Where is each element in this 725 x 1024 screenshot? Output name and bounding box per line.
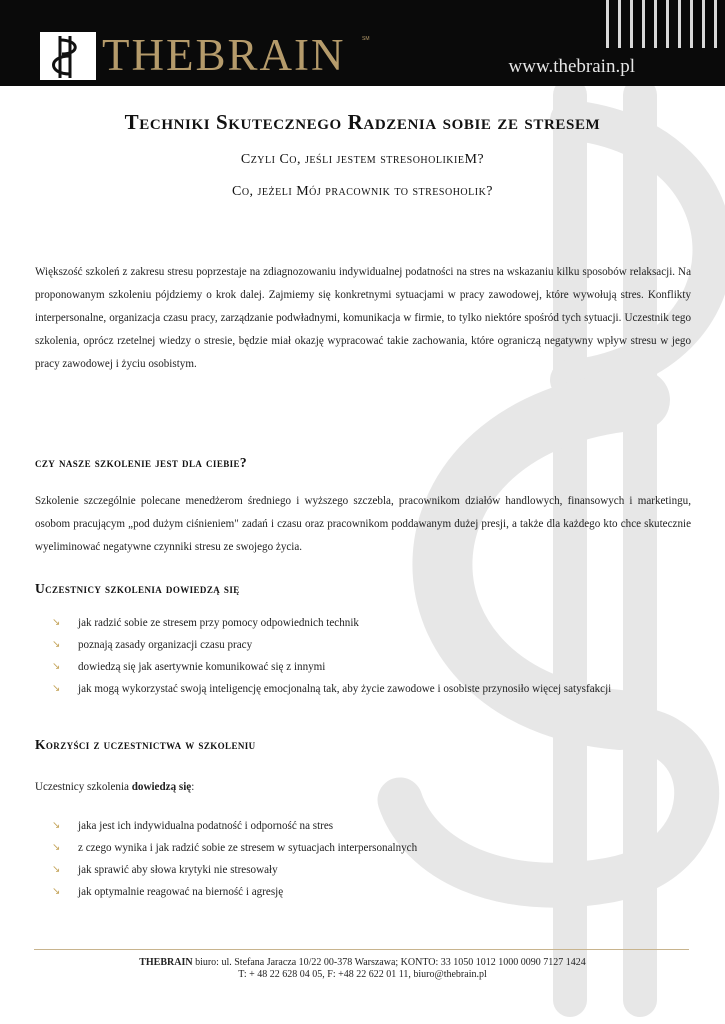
- list-item-text: jaka jest ich indywidualna podatność i odporność na stres: [78, 820, 334, 832]
- list-item: [35, 634, 691, 656]
- learn-heading: Uczestnicy szkolenia dowiedzą się: [35, 581, 240, 596]
- arrow-down-right-icon: ↘: [52, 864, 61, 875]
- benefits-intro-bold: dowiedzą się: [131, 781, 192, 793]
- benefits-intro-prefix: Uczestnicy szkolenia: [35, 781, 132, 793]
- list-item-text: jak optymalnie reagować na bierność i agresję: [78, 886, 284, 898]
- list-item: [35, 881, 691, 903]
- intro-paragraph: Większość szkoleń z zakresu stresu poprzestaje na zdiagnozowaniu indywidualnej podatności na stres na wskazaniu kilku sposobów relaksacji. Na proponowanym szkoleniu pójdziemy o krok dalej. Zajmiemy się konkretnymi sytuacjami w pracy zawodowej, które wywołują stres. Konflikty interpersonalne, organizacja czasu pracy, zarządzanie podwładnymi, komunikacja w firmie, to tylko niektóre spośród tych sytuacji. Uczestnik tego szkolenia, oprócz rzetelnej wiedzy o stresie, będzie miał okazję wypracować takie zachowania, które ograniczą negatywny wpływ stresu w jego pracy zawodowej i życiu osobistym.: [35, 266, 691, 370]
- brand-service-mark: SM: [362, 36, 370, 42]
- arrow-down-right-icon: ↘: [52, 683, 61, 694]
- website-link[interactable]: www.thebrain.pl: [508, 56, 635, 77]
- list-item: [35, 678, 691, 700]
- audience-paragraph: Szkolenie szczególnie polecane menedżerom średniego i wyższego szczebla, pracownikom działów handlowych, finansowych i marketingu, osobom pracującym „pod dużym ciśnieniem" zadań i czasu oraz pracownikom poddawanym dużej presji, a także dla każdego kto chce skutecznie wyeliminować negatywne czynniki stresu ze swojego życia.: [35, 495, 691, 553]
- learn-list: [35, 612, 691, 700]
- arrow-down-right-icon: ↘: [52, 639, 61, 650]
- list-item-text: z czego wynika i jak radzić sobie ze stresem w sytuacjach interpersonalnych: [78, 842, 418, 854]
- list-item-text: poznają zasady organizacji czasu pracy: [78, 639, 253, 651]
- list-item-text: dowiedzą się jak asertywnie komunikować się z innymi: [78, 661, 326, 673]
- header-bar: [0, 0, 725, 86]
- footer-divider: [34, 949, 689, 950]
- list-item-text: jak mogą wykorzystać swoją inteligencję emocjonalną tak, aby życie zawodowe i osobiste przynosiło więcej satysfakcji: [78, 683, 612, 695]
- list-item: [35, 859, 691, 881]
- list-item: [35, 837, 691, 859]
- list-item: [35, 815, 691, 837]
- tb-monogram-icon: [40, 32, 96, 80]
- page-title: Techniki Skutecznego Radzenia sobie ze stresem: [124, 110, 601, 134]
- footer-address-text: biuro: ul. Stefana Jaracza 10/22 00-378 Warszawa; KONTO: 33 1050 1012 1000 0090 7127 1424: [192, 957, 586, 968]
- list-item-text: jak sprawić aby słowa krytyki nie stresowały: [78, 864, 278, 876]
- brand-logo-text: THEBRAIN: [102, 30, 346, 80]
- subtitle-2: Co, jeżeli Mój pracownik to stresoholik?: [231, 184, 494, 199]
- list-item: [35, 612, 691, 634]
- benefits-list: [35, 815, 691, 903]
- header-stripes: [585, 0, 725, 48]
- arrow-down-right-icon: ↘: [52, 661, 61, 672]
- footer-company: THEBRAIN: [139, 957, 193, 968]
- list-item: [35, 656, 691, 678]
- benefits-intro-suffix: :: [191, 781, 195, 793]
- footer-contact: T: + 48 22 628 04 05, F: +48 22 622 01 11, biuro@thebrain.pl: [238, 969, 487, 980]
- subtitle-1: Czyli Co, jeśli jestem stresoholikieM?: [240, 152, 485, 167]
- arrow-down-right-icon: ↘: [52, 820, 61, 831]
- list-item-text: jak radzić sobie ze stresem przy pomocy odpowiednich technik: [78, 617, 359, 629]
- arrow-down-right-icon: ↘: [52, 617, 61, 628]
- arrow-down-right-icon: ↘: [52, 886, 61, 897]
- benefits-heading: Korzyści z uczestnictwa w szkoleniu: [35, 737, 256, 752]
- audience-heading: czy nasze szkolenie jest dla ciebie?: [35, 455, 248, 470]
- arrow-down-right-icon: ↘: [52, 842, 61, 853]
- benefits-intro: [35, 776, 194, 798]
